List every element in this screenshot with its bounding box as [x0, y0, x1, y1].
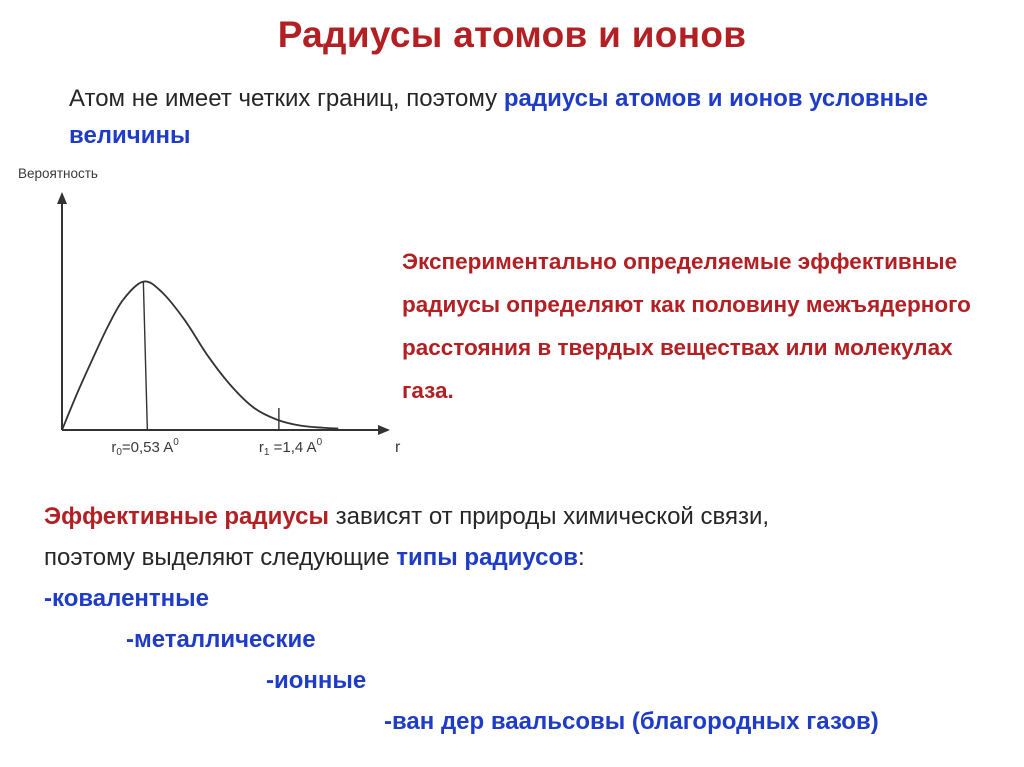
graph-axes [57, 192, 390, 435]
type-item-metallic: -металлические [126, 626, 316, 653]
probability-curve [62, 281, 338, 430]
y-axis-arrow [57, 192, 67, 204]
intro-text [69, 80, 959, 154]
types-intro-plain-2: поэтому выделяют следующие [44, 544, 397, 571]
x-axis-label: r [395, 439, 401, 456]
y-axis-label: Вероятность [18, 166, 98, 181]
types-intro-highlight-red: Эффективные радиусы [44, 503, 329, 530]
types-intro-colon: : [577, 544, 585, 571]
r1-annotation-label: $r_1 =1,4$ $A^0$ [258, 437, 323, 458]
r0-annotation-label: $r_0=0,53$ $A^0$ [111, 437, 179, 458]
probability-graph [10, 160, 420, 460]
type-item-ionic: -ионные [266, 667, 367, 694]
x-axis-arrow [378, 425, 390, 435]
intro-highlight: радиусы атомов и ионов условные величины [69, 85, 928, 149]
types-intro-line-2 [44, 537, 1004, 578]
graph-labels [18, 166, 401, 458]
intro-plain: Атом не имеет четких границ, поэтому [69, 85, 504, 112]
types-intro-highlight-blue: типы радиусов [396, 544, 578, 571]
types-intro-plain-1: зависят от природы химической связи, [328, 503, 770, 530]
types-intro-line-1 [44, 496, 1004, 537]
radius-types-block [44, 496, 1004, 742]
slide-title: Радиусы атомов и ионов [277, 14, 747, 55]
r0-marker-line [143, 282, 147, 430]
type-item-van-der-waals: -ван дер ваальсовы (благородных газов) [384, 708, 879, 735]
graph-curve-layer [62, 281, 338, 430]
definition-text: Экспериментально определяемые эффективные радиусы определяют как половину межъядерного расстояния в твердых веществах или молекулах газа. [402, 249, 971, 403]
type-item-covalent: -ковалентные [44, 585, 209, 612]
